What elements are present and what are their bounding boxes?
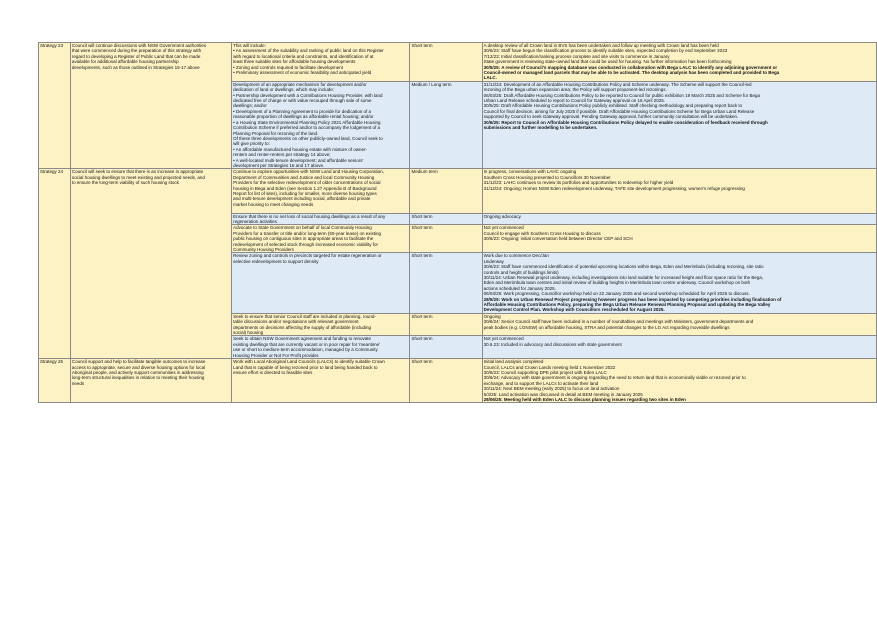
- status-cell: [482, 213, 876, 225]
- timeframe-cell: [410, 225, 482, 253]
- table-row: [39, 43, 877, 82]
- text-line: Council will seek to ensure that there is an increase in appropriate: [71, 169, 204, 175]
- text-line: 5/3/25: Land activation was discussed in detail at BEM meeting in January 2025: [483, 391, 643, 397]
- text-line: Development Control Plan. Workshop with Councillors rescheduled for August 2025.: [483, 307, 665, 313]
- text-line: selective redevelopment to support density: [233, 258, 319, 264]
- text-line: Council support and help to facilitate tangible outcomes to increase: [71, 359, 206, 365]
- text-line: 30/6/23: Ongoing; initial conversation held between Director CEP and SCH: [483, 236, 633, 242]
- text-line: 30.6.23: Included in advocacy and discussions with state government: [483, 341, 622, 347]
- strategy-table-body: [39, 43, 877, 403]
- timeframe-label: Short term: [411, 225, 433, 231]
- timeframe-label: Short term: [411, 313, 433, 319]
- action-cell: [232, 313, 410, 336]
- text-line: 31/12/24: Ongoing; Homes NSW Eden redevelopment underway, TAFE site development progressing, women's refuge progressing: [483, 185, 745, 191]
- timeframe-cell: [410, 336, 482, 359]
- timeframe-cell: [410, 359, 482, 403]
- status-cell: [482, 359, 876, 403]
- text-line: • An affordable manufactured housing estate with mixture of owner-: [233, 146, 367, 152]
- timeframe-label: Short term: [411, 253, 433, 259]
- text-line: 30/6/23: Staff have begun the classification process to identify suitable sites, expected completion by end September 2023: [483, 48, 728, 54]
- text-line: Continue to explore opportunities with NSW Land and Housing Corporation,: [233, 169, 384, 175]
- text-line: redevelopment of selected stock through increased economic viability for: [233, 241, 378, 247]
- timeframe-cell: [410, 169, 482, 213]
- text-line: regeneration activities: [233, 218, 277, 224]
- text-line: Contribution Scheme if preferred and/or to accompany the lodgement of a: [233, 125, 380, 131]
- timeframe-label: Short term: [411, 336, 433, 342]
- text-line: A desktop review of all Crown land in BVS has been undertaken and follow up meeting with Crown land has been held: [483, 43, 719, 48]
- text-line: rezoning of the Bega urban expansion area; the Policy will support proponent-led rezonings.: [483, 87, 667, 93]
- timeframe-label: Medium term: [411, 169, 438, 175]
- strategy-id: [39, 169, 71, 359]
- text-line: reasonable proportion of dwellings as affordable rental housing; and/or: [233, 114, 374, 120]
- timeframe-label: Medium / Long term: [411, 81, 452, 87]
- text-line: will give priority to:: [233, 141, 270, 147]
- text-line: use or short to medium-term accommodation, managed by a Community: [233, 347, 378, 353]
- text-line: Seek to obtain NSW Government agreement and funding to renovate: [233, 336, 371, 342]
- timeframe-cell: [410, 313, 482, 336]
- text-line: market housing to meet changing needs: [233, 201, 314, 207]
- text-line: Southern Cross Housing presented to Councillors 30 November: [483, 174, 611, 180]
- text-line: public housing on contiguous sites in appropriate areas to facilitate the: [233, 236, 374, 242]
- status-cell: [482, 43, 876, 82]
- text-line: Housing Provider or Not For Profit provider.: [233, 352, 320, 358]
- text-line: This will include:: [233, 43, 266, 48]
- timeframe-label: Short term: [411, 43, 433, 48]
- text-line: Affordable Housing Contributions Policy, preparing the Bega Urban Release Renewal Planning Proposal and updating the Bega Valley: [483, 302, 771, 308]
- text-line: developments, such as those outlined in Strategies 15-17 above: [71, 64, 200, 70]
- action-cell: [232, 359, 410, 403]
- text-line: 30/6/23: Staff have commenced identification of potential upcoming locations within Bega, Eden and Merimbula (including rezoning, site ratio: [483, 264, 764, 270]
- text-line: Council, LALCs and Crown Lands meeting held 1 November 2022: [483, 364, 616, 370]
- text-line: available for additional affordable housing partnership: [71, 59, 179, 65]
- text-line: Of these three developments on other publicly-owned land, Council seek to: [233, 135, 383, 141]
- text-line: long-term structural inequalities in relation to meeting their housing: [71, 375, 205, 381]
- text-line: Development of an appropriate mechanism for development and/or: [233, 81, 367, 87]
- status-cell: [482, 169, 876, 213]
- status-cell: [482, 81, 876, 169]
- text-line: • Partnership development with a Contributions Housing Provider, with land: [233, 92, 383, 98]
- text-line: 31/12/23: LAHC continues to review its portfolios and opportunities to redevelop for higher yield: [483, 180, 674, 186]
- text-line: Providers for the selective redevelopment of older concentrations of social: [233, 180, 381, 186]
- text-line: Planning Proposal for rezoning of the land.: [233, 130, 319, 136]
- status-cell: [482, 313, 876, 336]
- action-cell: [232, 225, 410, 253]
- text-line: Council for final decision, aiming for July 2025 if possible. Draft Affordable Housing Contributions Scheme for Bega Urban Land Release: [483, 108, 755, 114]
- status-cell: [482, 253, 876, 313]
- text-line: • Preliminary assessment of economic feasibility and anticipated yield: [233, 70, 372, 76]
- text-line: • Zoning and controls required to facilitate development: [233, 64, 344, 70]
- text-line: regard to developing a Register of Public Land that can be made: [71, 53, 201, 59]
- text-line: Land that is capable of being rezoned prior to land being handed back to: [233, 364, 378, 370]
- text-line: Report for list of sites), including for smaller, more diverse housing types: [233, 190, 377, 196]
- strategy-id: [39, 359, 71, 403]
- timeframe-cell: [410, 213, 482, 225]
- text-line: Review zoning and controls in precincts targeted for estate regeneration or: [233, 253, 382, 259]
- action-cell: [232, 213, 410, 225]
- text-line: LALC.: [483, 75, 497, 81]
- text-line: renters and renter-renters per strategy 14 above;: [233, 152, 331, 158]
- action-cell: [232, 169, 410, 213]
- text-line: development per Strategies 16 and 17 above.: [233, 162, 325, 168]
- timeframe-cell: [410, 43, 482, 82]
- text-line: Council to engage with Southern Cross Housing to discuss: [483, 230, 601, 236]
- text-line: 30/6/24: Senior Council staff have been included in a number of roundtables and meetings with Ministers, government departments and: [483, 319, 754, 325]
- text-line: 30/6/25: Report to Council on Affordable Housing Contributions Policy delayed to enable consideration of feedback received through: [483, 119, 768, 125]
- text-line: In progress, conversations with LAHC ongoing: [483, 169, 577, 175]
- text-line: 30/11/24: Urban Renewal project underway, including investigations into land suitable for increased height and floor space ratio for the Bega,: [483, 275, 764, 280]
- text-line: submissions and further modelling to be undertaken.: [483, 125, 598, 131]
- text-line: 28/5/25: Work on Urban Renewal Project progressing however progress has been impacted by competing priorities including finalisation of: [483, 296, 782, 302]
- text-line: ensure effort is directed to feasible sites: [233, 369, 313, 375]
- status-cell: [482, 225, 876, 253]
- text-line: 30/6/24: Advocacy with state government is ongoing regarding the need to return land that is economically viable or rezoned prior to: [483, 375, 746, 381]
- text-line: Council-owned or managed land parcels that may be able to be activated. The desktop analysis has been completed and provided to Bega: [483, 70, 780, 76]
- strategy-description: [70, 169, 231, 359]
- text-line: Ongoing advocacy: [483, 213, 521, 219]
- strategy-description: [70, 359, 231, 403]
- text-line: departments on decisions affecting the supply of affordable (including: [233, 324, 372, 330]
- text-line: to ensure the long-term viability of such housing stock: [71, 180, 179, 186]
- text-line: Community Housing Providers: [233, 246, 294, 252]
- text-line: 28/06/25: Meeting held with Eden LALC to discuss planning issues regarding two sites in Eden: [483, 396, 686, 402]
- text-line: 06/03/25: Work progressing, Councillor workshop held on 22 January 2025 and second workshop scheduled for April 2025 to discuss.: [483, 291, 750, 297]
- text-line: peak bodies (e.g. LGNSW) on affordable housing, STRA and potential changes to the LG Act regarding moveable dwellings: [483, 324, 730, 330]
- timeframe-label: Short term: [411, 359, 433, 365]
- text-line: that were commenced during the preparation of this strategy with: [71, 48, 202, 54]
- text-line: Seek to ensure that senior Council staff are included in planning, round-: [233, 313, 376, 319]
- text-line: 06/03/25: Draft Affordable Housing Contributions Policy to be reported to Council for public exhibition 19 March 2025 and Scheme for Bega: [483, 92, 760, 98]
- text-line: Underway: [483, 258, 504, 264]
- text-line: 7/12/23: Initial classification/ranking process complete and site visits to commence in January: [483, 53, 670, 59]
- text-line: 30/11/24: Next BEM meeting (early 2025) to focus on land activation: [483, 386, 620, 392]
- text-line: social housing dwellings to meet existing and projected needs, and: [71, 174, 205, 180]
- text-line: Work due to commence Dec/Jan: [483, 253, 549, 259]
- text-line: • Development of a Planning Agreement to provide for dedication of a: [233, 108, 372, 114]
- table-row: [39, 359, 877, 403]
- text-line: State government is reviewing state-owned land that could be used for housing. No further information has been forthcoming: [483, 59, 732, 65]
- strategy-id-label: Strategy 25: [40, 359, 64, 365]
- text-line: Initial land analysis completed: [483, 359, 544, 365]
- text-line: 30/5/25: A review of Council's mapping database was conducted in collaboration with Bega LALC to identify any adjoining government or: [483, 64, 778, 70]
- text-line: Not yet commenced: [483, 336, 524, 342]
- text-line: Eden and Merimbula town centres and initial review of building heights in Merimbula town centre underway. Council workshop on both: [483, 280, 751, 286]
- text-line: Not yet commenced: [483, 225, 524, 231]
- action-cell: [232, 253, 410, 313]
- text-line: Providers for a transfer or title and/or long-term (50-year lease) on existing: [233, 230, 381, 236]
- text-line: Aboriginal people, and actively support communities in addressing: [71, 369, 204, 375]
- text-line: 30/5/25: Draft Affordable Housing Contributions Policy publicly exhibited. Staff checking methodology and preparing report back to: [483, 103, 743, 109]
- action-cell: [232, 43, 410, 82]
- text-line: 30/6/23: Council supporting DPE pilot project with Eden LALC: [483, 369, 607, 375]
- text-line: Work with Local Aboriginal Land Councils (LALCs) to identify suitable Crown: [233, 359, 385, 365]
- strategy-id: [39, 43, 71, 169]
- text-line: • a Housing State Environmental Planning Policy 2021 Affordable Housing: [233, 119, 381, 125]
- text-line: social) housing: [233, 330, 264, 336]
- text-line: needs: [71, 380, 85, 386]
- text-line: dwellings; and/or: [233, 103, 267, 109]
- text-line: table discussions and/or negotiations with relevant government: [233, 319, 359, 325]
- timeframe-label: Short term: [411, 213, 433, 219]
- status-cell: [482, 336, 876, 359]
- text-line: dedication of land or dwellings, which may include:: [233, 87, 334, 93]
- text-line: actions scheduled for January 2025.: [483, 285, 556, 291]
- timeframe-cell: [410, 81, 482, 169]
- action-cell: [232, 81, 410, 169]
- text-line: dedicated free of charge or with value recouped through sale of some: [233, 98, 372, 104]
- text-line: Ensure that there is no net loss of social housing dwellings as a result of any: [233, 213, 386, 219]
- strategy-description: [70, 43, 231, 169]
- text-line: 31/12/24: Development of an Affordable Housing Contributions Policy and Scheme underway. The Scheme will support the Council-led: [483, 81, 752, 87]
- action-cell: [232, 336, 410, 359]
- text-line: housing in Bega and Eden (see Section 1.27 Appendix B of Background: [233, 185, 377, 191]
- text-line: Advocate to State Government on behalf of local Community Housing: [233, 225, 372, 231]
- strategy-id-label: Strategy 23: [40, 43, 64, 48]
- text-line: • An assessment of the suitability and ranking of public land on this Register: [233, 48, 384, 54]
- text-line: • A well-located multi-tenure development; and affordable seniors': [233, 157, 364, 163]
- text-line: Council will continue discussions with NSW Government authorities: [71, 43, 207, 48]
- strategy-id-label: Strategy 24: [40, 169, 64, 175]
- text-line: and multi-tenure development including social, affordable and private: [233, 196, 371, 202]
- timeframe-cell: [410, 253, 482, 313]
- text-line: Department of Communities and Justice and local Community Housing: [233, 174, 375, 180]
- text-line: with regard to locational criteria and constraints, and identification of at: [233, 53, 374, 59]
- text-line: least three suitable sites for affordable housing developments: [233, 59, 356, 65]
- text-line: Urban Land Release scheduled to report to Council for Gateway approval on 16 April 2025.: [483, 98, 665, 104]
- text-line: exchange, and to support the LALCs to activate their land: [483, 380, 599, 386]
- text-line: existing dwellings that are currently vacant or in poor repair for 'meantime': [233, 341, 380, 347]
- text-line: controls and height of buildings limits): [483, 269, 559, 275]
- text-line: Ongoing: [483, 313, 501, 319]
- text-line: supported by Council to seek Gateway approval. Pending Gateway approval, further community consultation will be undertaken.: [483, 114, 739, 120]
- table-row: [39, 169, 877, 213]
- text-line: access to appropriate, secure and diverse housing options for local: [71, 364, 206, 370]
- strategy-table: [38, 42, 877, 403]
